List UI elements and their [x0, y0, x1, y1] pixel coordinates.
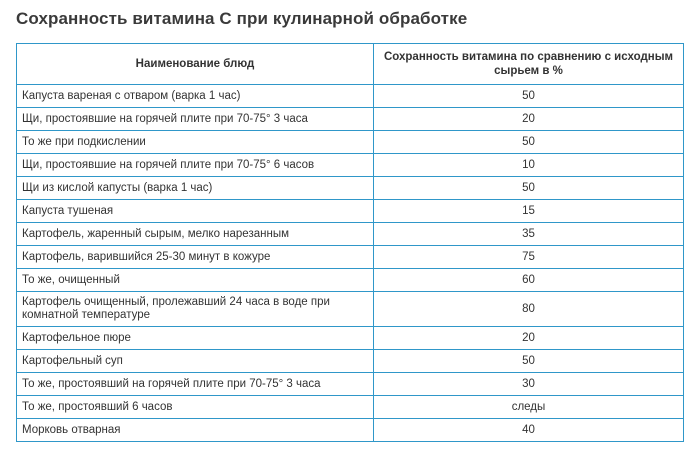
- vitamin-table: [16, 43, 684, 442]
- table-row: [17, 85, 684, 108]
- table-row: [17, 200, 684, 223]
- retention-cell: 50: [374, 85, 684, 108]
- table-row: [17, 131, 684, 154]
- dish-cell: Морковь отварная: [17, 419, 374, 442]
- dish-cell: Картофель, варившийся 25-30 минут в кожуре: [17, 246, 374, 269]
- dish-cell: Щи, простоявшие на горячей плите при 70-75° 6 часов: [17, 154, 374, 177]
- retention-cell: 30: [374, 373, 684, 396]
- dish-cell: То же при подкислении: [17, 131, 374, 154]
- dish-cell: Щи, простоявшие на горячей плите при 70-75° 3 часа: [17, 108, 374, 131]
- dish-cell: Капуста вареная с отваром (варка 1 час): [17, 85, 374, 108]
- dish-cell: Щи из кислой капусты (варка 1 час): [17, 177, 374, 200]
- dish-cell: Капуста тушеная: [17, 200, 374, 223]
- table-row: [17, 396, 684, 419]
- table-row: [17, 350, 684, 373]
- table-row: [17, 419, 684, 442]
- retention-cell: 10: [374, 154, 684, 177]
- dish-cell: Картофель, жаренный сырым, мелко нарезанным: [17, 223, 374, 246]
- dish-cell: То же, простоявший на горячей плите при 70-75° 3 часа: [17, 373, 374, 396]
- table-row: [17, 327, 684, 350]
- retention-cell: 40: [374, 419, 684, 442]
- retention-cell: 15: [374, 200, 684, 223]
- column-header-dish: Наименование блюд: [17, 44, 374, 85]
- table-row: [17, 108, 684, 131]
- table-row: [17, 292, 684, 327]
- retention-cell: 50: [374, 350, 684, 373]
- dish-cell: То же, простоявший 6 часов: [17, 396, 374, 419]
- table-row: [17, 223, 684, 246]
- retention-cell: 60: [374, 269, 684, 292]
- table-header-row: [17, 44, 684, 85]
- table-row: [17, 154, 684, 177]
- table-row: [17, 269, 684, 292]
- table-row: [17, 246, 684, 269]
- dish-cell: Картофельный суп: [17, 350, 374, 373]
- page-title: Сохранность витамина С при кулинарной обработке: [16, 9, 468, 28]
- column-header-retention: Сохранность витамина по сравнению с исходным сырьем в %: [374, 44, 684, 85]
- table-row: [17, 177, 684, 200]
- retention-cell: 35: [374, 223, 684, 246]
- dish-cell: Картофельное пюре: [17, 327, 374, 350]
- dish-cell: То же, очищенный: [17, 269, 374, 292]
- retention-cell: 50: [374, 131, 684, 154]
- retention-cell: следы: [374, 396, 684, 419]
- dish-cell: Картофель очищенный, пролежавший 24 часа в воде при комнатной температуре: [17, 292, 374, 327]
- table-row: [17, 373, 684, 396]
- retention-cell: 75: [374, 246, 684, 269]
- retention-cell: 20: [374, 108, 684, 131]
- retention-cell: 50: [374, 177, 684, 200]
- retention-cell: 80: [374, 292, 684, 327]
- retention-cell: 20: [374, 327, 684, 350]
